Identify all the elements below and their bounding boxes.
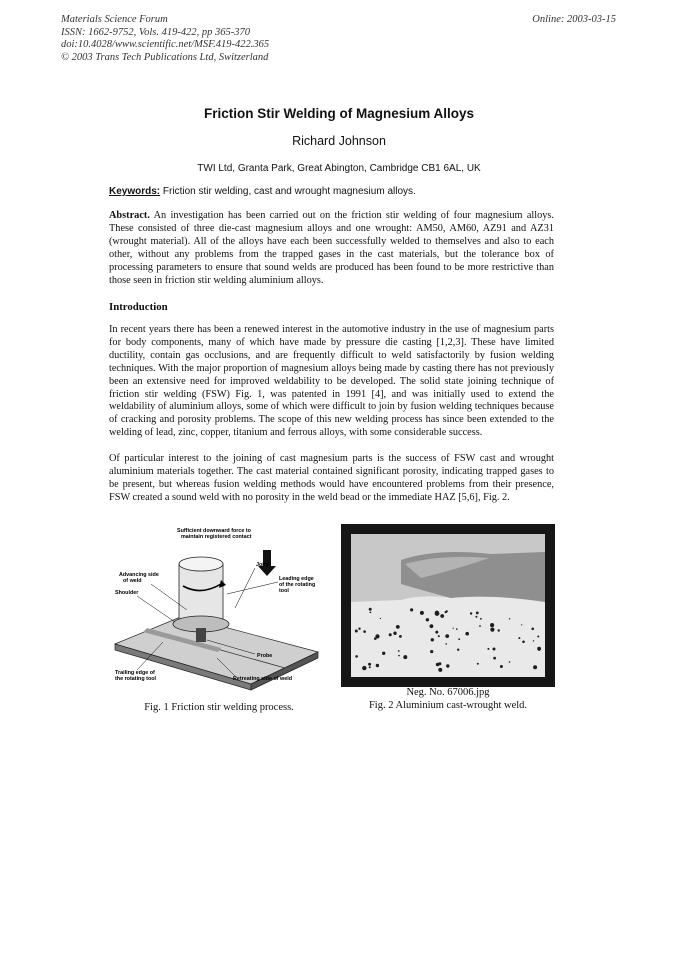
pore-dot — [490, 628, 494, 632]
pore-dot — [493, 657, 496, 660]
pore-dot — [453, 628, 454, 629]
pore-dot — [369, 666, 371, 668]
pore-dot — [358, 628, 360, 630]
keywords-label: Keywords: — [109, 186, 161, 197]
negative-number: Neg. No. 67006.jpg — [406, 687, 490, 698]
keywords — [109, 186, 569, 197]
pore-dot — [374, 637, 377, 640]
pore-dot — [382, 652, 385, 655]
abstract — [109, 210, 554, 287]
pore-dot — [355, 630, 358, 633]
pore-dot — [436, 663, 440, 667]
online-date: Online: 2003-03-15 — [532, 14, 616, 25]
abstract-text: An investigation has been carried out on the friction stir welding of four magnesium alloys. These consisted of three die-cast magnesium alloys and one wrought: AM50, AM60, AZ91 and AZ31 (wrought material). All of the alloys have each been successfully welded to themselves and also to each other, without any problems from the trapped gases in the cast materials, but the tolerance box of processing parameters to ensure that sound welds are produced has been found to be more restrictive than those seen in friction stir welding aluminium alloys. — [109, 210, 555, 286]
pore-dot — [531, 628, 534, 631]
pore-dot — [493, 648, 496, 651]
leader-shoulder — [137, 596, 175, 622]
issn-line: ISSN: 1662-9752, Vols. 419-422, pp 365-370 — [61, 26, 250, 38]
pore-dot — [370, 612, 372, 614]
label-leading-2: of the rotating — [279, 582, 316, 588]
pore-dot — [399, 635, 402, 638]
label-leading-3: tool — [279, 588, 289, 594]
pore-dot — [368, 663, 371, 666]
pore-dot — [363, 630, 366, 633]
pore-dot — [490, 623, 494, 627]
pore-dot — [521, 624, 522, 625]
pore-dot — [435, 611, 439, 615]
pore-dot — [420, 611, 424, 615]
pore-dot — [393, 632, 396, 635]
pore-dot — [369, 608, 372, 611]
pore-dot — [438, 635, 440, 637]
label-advancing-1: Advancing side — [119, 572, 159, 578]
author-affiliation: TWI Ltd, Granta Park, Great Abington, Cambridge CB1 6AL, UK — [197, 163, 481, 174]
pore-dot — [398, 650, 400, 652]
pore-dot — [431, 638, 434, 641]
pore-dot — [518, 637, 520, 639]
pore-dot — [533, 665, 537, 669]
introduction-heading: Introduction — [109, 301, 168, 313]
pore-dot — [430, 650, 433, 653]
keywords-text: Friction stir welding, cast and wrought magnesium alloys. — [162, 186, 416, 197]
pore-dot — [479, 625, 481, 627]
pore-dot — [398, 655, 400, 657]
figure-1-caption: Fig. 1 Friction stir welding process. — [144, 702, 294, 713]
pore-dot — [435, 631, 438, 634]
pore-dot — [376, 664, 379, 667]
label-retreating: Retreating side of weld — [233, 676, 293, 682]
pore-dot — [410, 608, 413, 611]
intro-paragraph-2: Of particular interest to the joining of cast magnesium parts is the success of FSW cast and wrought aluminium materials together. The cast material contained significant porosity, indicating trapped gases to be present, but whereas fusion welding methods would have encountered problems from their presence, FSW created a sound weld with no porosity in the weld bead or the immediate HAZ [5,6], Fig. 2. — [109, 453, 554, 503]
figure-1-schematic — [113, 524, 323, 694]
figure-2-micrograph — [341, 524, 555, 687]
pore-dot — [538, 649, 540, 651]
pore-dot — [380, 618, 381, 619]
pore-dot — [355, 655, 358, 658]
label-trailing-1: Trailing edge of — [115, 670, 155, 676]
paper-author: Richard Johnson — [292, 134, 386, 148]
pore-dot — [456, 628, 458, 630]
tool-probe — [196, 628, 206, 642]
label-force-1: Sufficient downward force to — [177, 528, 251, 534]
pore-dot — [509, 661, 511, 663]
pore-dot — [470, 612, 472, 614]
label-advancing-2: of weld — [123, 578, 142, 584]
pore-dot — [500, 665, 503, 668]
pore-dot — [509, 618, 510, 619]
pore-dot — [403, 655, 407, 659]
pore-dot — [457, 649, 459, 651]
pore-dot — [362, 666, 366, 670]
label-leading-1: Leading edge — [279, 576, 314, 582]
pore-dot — [480, 618, 482, 620]
pore-dot — [537, 636, 539, 638]
intro-paragraph-1: In recent years there has been a renewed interest in the automotive industry in the use of magnesium parts for body components, many of which have made by pressure die casting [1,2,3]. These have limited ductility, contain gas occlusions, and are frequently difficult to weld satisfactorily by fusion welding techniques. With the major proportion of magnesium alloys being made by casting there has not previously been an extensive need for improved weldability to be developed. The solid state joining technique of friction stir welding (FSW) Fig. 1, was patented in 1991 [4], and was initially used to extend the weldability of aluminium alloys, some of which were difficult to join by fusion welding techniques because of cracking and porosity problems. The scope of this new welding process has since been extended to the welding of lead, zinc, copper, titanium and ferrous alloys, with some considerable success. — [109, 324, 554, 439]
paper-title: Friction Stir Welding of Magnesium Alloys — [203, 106, 475, 121]
label-trailing-2: the rotating tool — [115, 676, 157, 682]
pore-dot — [445, 643, 447, 645]
label-joint: Joint — [256, 562, 269, 568]
pore-dot — [476, 612, 479, 615]
pore-dot — [477, 663, 479, 665]
pore-dot — [426, 618, 429, 621]
figure-2-caption: Fig. 2 Aluminium cast-wrought weld. — [368, 700, 528, 711]
pore-dot — [498, 629, 500, 631]
tool-body — [179, 564, 223, 624]
pore-dot — [440, 614, 444, 618]
pore-dot — [389, 633, 392, 636]
pore-dot — [445, 611, 447, 613]
label-shoulder: Shoulder — [115, 590, 139, 596]
pore-dot — [487, 648, 489, 650]
pore-dot — [438, 668, 442, 672]
journal-header — [61, 14, 269, 64]
pore-dot — [533, 640, 534, 641]
leader-leading — [227, 582, 278, 594]
abstract-label: Abstract. — [109, 210, 150, 221]
copyright-line: © 2003 Trans Tech Publications Ltd, Switzerland — [61, 51, 269, 63]
journal-name: Materials Science Forum — [61, 14, 168, 25]
label-force-2: maintain registered contact — [181, 534, 252, 540]
pore-dot — [458, 638, 460, 640]
label-probe: Probe — [257, 653, 273, 659]
pore-dot — [430, 624, 434, 628]
pore-dot — [522, 641, 525, 644]
pore-dot — [465, 632, 469, 636]
pore-dot — [475, 616, 477, 618]
doi-line: doi:10.4028/www.scientific.net/MSF.419-422.365 — [61, 39, 270, 50]
pore-dot — [445, 634, 449, 638]
pore-dot — [396, 625, 400, 629]
tool-top — [179, 557, 223, 571]
pore-dot — [446, 664, 449, 667]
